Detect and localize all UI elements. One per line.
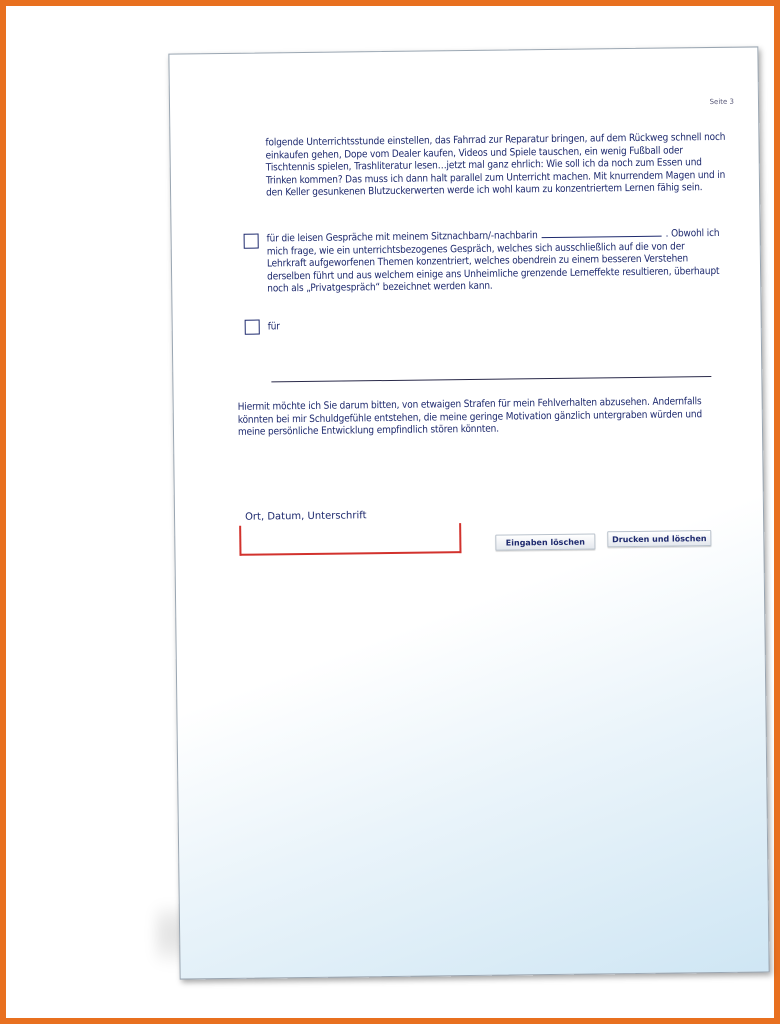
signature-field[interactable] bbox=[239, 523, 461, 556]
option-checkbox-2[interactable] bbox=[245, 320, 260, 335]
print-and-clear-button[interactable]: Drucken und löschen bbox=[607, 530, 711, 547]
page-number: Seite 3 bbox=[709, 97, 735, 107]
option-2-text: für bbox=[267, 321, 280, 333]
clear-inputs-button[interactable]: Eingaben löschen bbox=[495, 533, 595, 550]
other-reason-input-line[interactable] bbox=[271, 376, 711, 382]
document-page bbox=[168, 46, 769, 979]
intro-paragraph: folgende Unterrichtsstunde einstellen, das Fahrrad zur Reparatur bringen, auf dem Rückweg schnell noch einkaufen gehen, Dope vom Dealer kaufen, Videos und Spiele tauschen, ein wenig Fußball oder Tischtennis spielen, Trashliteratur lesen…jetzt mal ganz ehrlich: Wie soll ich da noch zum Essen und Trinken kommen? Das muss ich dann halt parallel zum Unterricht machen. Mit knurrendem Magen und in den Keller gesunkenen Blutzuckerwerten werde ich wohl kaum zu konzentriertem Lernen fähig sein. bbox=[265, 131, 726, 199]
signature-label: Ort, Datum, Unterschrift bbox=[244, 510, 367, 523]
option-1-text-start: für die leisen Gespräche mit meinem Sitznachbarn/-nachbarin bbox=[266, 230, 538, 245]
name-blank-field[interactable] bbox=[542, 227, 662, 238]
closing-paragraph: Hiermit möchte ich Sie darum bitten, von etwaigen Strafen für mein Fehlverhalten abzusehen. Andernfalls könnten bei mir Schuldgefühle entstehen, die meine geringe Motivation gänzlich untergraben würden und meine persönliche Entwicklung empfindlich stören könnten. bbox=[237, 396, 703, 438]
option-1-text bbox=[267, 226, 723, 296]
option-checkbox-1[interactable] bbox=[244, 234, 259, 249]
option-1-text-end: . Obwohl ich mich frage, wie ein unterrichtsbezogenes Gespräch, welches sich ausschließlich auf die von der Lehrkraft aufgeworfenen Themen konzentriert, welches obendrein zu einem besseren Verstehen derselben führt und aus welchem einige ans Unheimliche grenzende Lerneffekte resultieren, überhaupt noch als „Privatgespräch“ bezeichnet werden kann. bbox=[266, 227, 720, 295]
